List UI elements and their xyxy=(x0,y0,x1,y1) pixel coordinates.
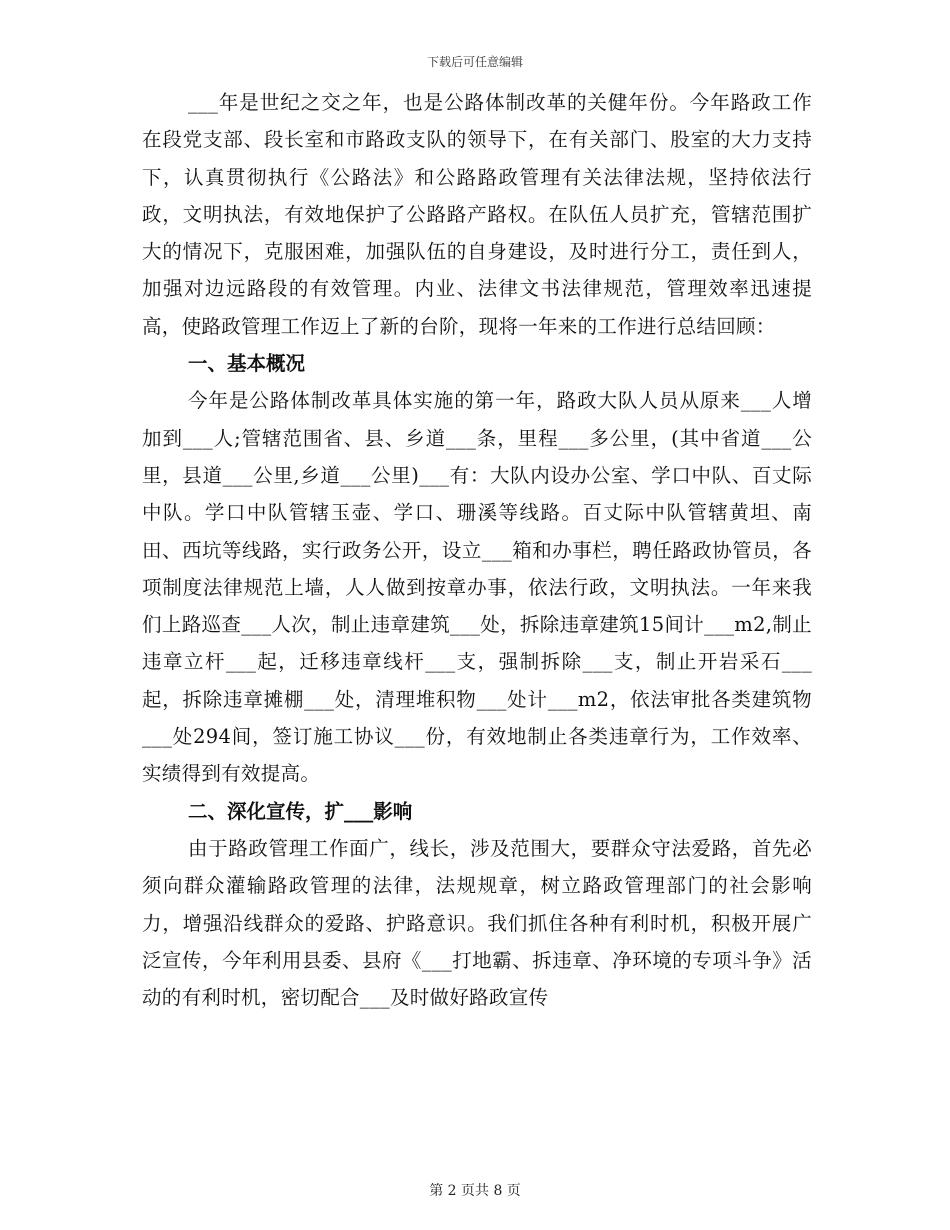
section-heading-publicity: 二、深化宣传，扩___影响 xyxy=(188,799,413,823)
section-heading-overview: 一、基本概况 xyxy=(188,352,306,376)
page-footer: 第 2 页共 8 页 xyxy=(429,1183,521,1199)
intro-paragraph: ___年是世纪之交之年，也是公路体制改革的关健年份。今年路政工作在段党支部、段长室和市路政支队的领导下，在有关部门、股室的大力支持下，认真贯彻执行《公路法》和公路路政管理有关法律法规，坚持依法行政，文明执法，有效地保护了公路路产路权。在队伍人员扩充，管辖范围扩大的情况下，克服困难，加强队伍的自身建设，及时进行分工，责任到人，加强对边远路段的有效管理。内业、法律文书法律规范，管理效率迅速提高，使路政管理工作迈上了新的台阶，现将一年来的工作进行总结回顾： xyxy=(142,91,812,338)
publicity-paragraph: 由于路政管理工作面广，线长，涉及范围大，要群众守法爱路，首先必须向群众灌输路政管理的法律，法规规章，树立路政管理部门的社会影响力，增强沿线群众的爱路、护路意识。我们抓住各种有利时机，积极开展广泛宣传，今年利用县委、县府《___打地霸、拆违章、净环境的专项斗争》活动的有利时机，密切配合___及时做好路政宣传 xyxy=(142,836,812,1010)
document-body xyxy=(142,84,812,1016)
page-header: 下载后可任意编辑 xyxy=(426,55,523,69)
overview-paragraph: 今年是公路体制改革具体实施的第一年，路政大队人员从原来___人增加到___人;管辖范围省、县、乡道___条，里程___多公里，(其中省道___公里，县道___公里,乡道___公里)___有：大队内设办公室、学口中队、百丈际中队。学口中队管辖玉壶、学口、珊溪等线路。百丈际中队管辖黄坦、南田、西坑等线路，实行政务公开，设立___箱和办事栏，聘任路政协管员，各项制度法律规范上墙，人人做到按章办事，依法行政，文明执法。一年来我们上路巡查___人次，制止违章建筑___处，拆除违章建筑15间计___m2,制止违章立杆___起，迁移违章线杆___支，强制拆除___支，制止开岩采石___起，拆除违章摊棚___处，清理堆积物___处计___m2，依法审批各类建筑物___处294间，签订施工协议___份，有效地制止各类违章行为，工作效率、实绩得到有效提高。 xyxy=(142,389,812,786)
